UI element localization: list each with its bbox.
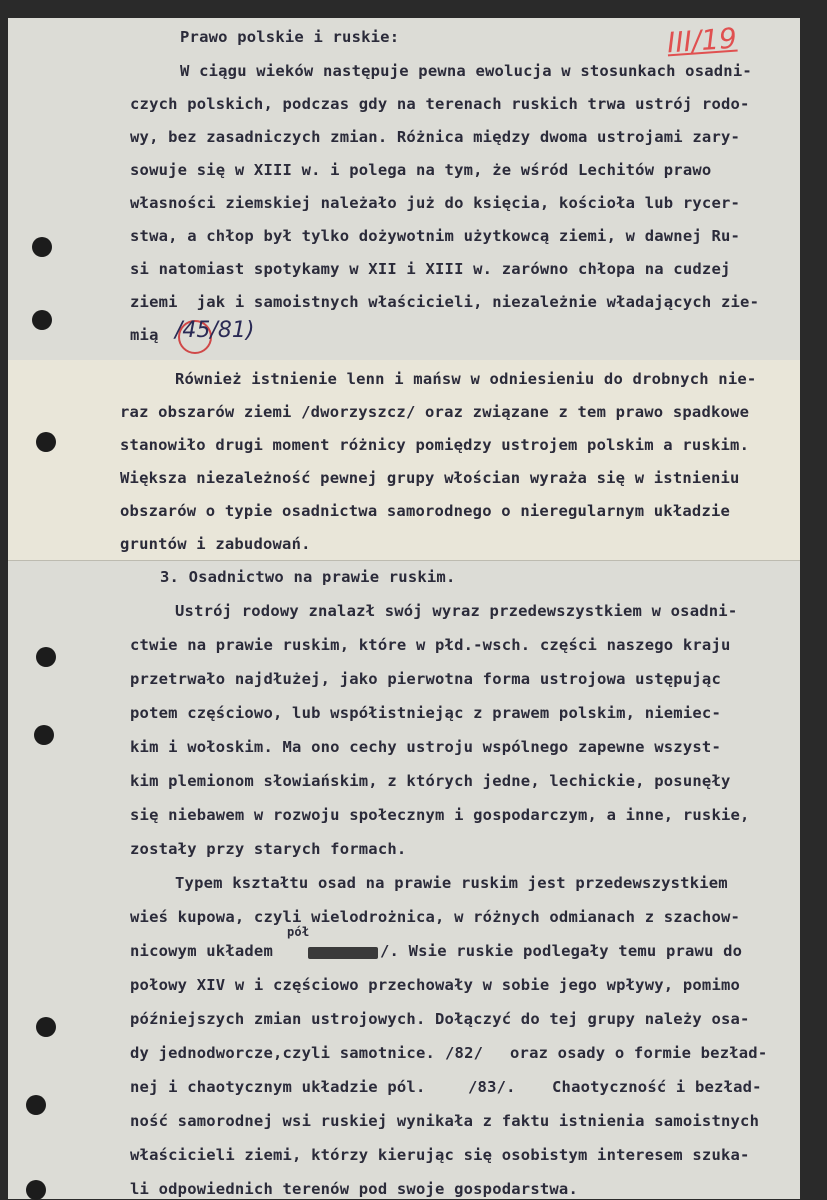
text-line: zostały przy starych formach. [130, 840, 407, 858]
text-line: połowy XIV w i częściowo przechowały w sobie jego wpływy, pomimo [130, 976, 741, 994]
text-line: przetrwało najdłużej, jako pierwotna forma ustrojowa ustępując [130, 670, 721, 688]
superscript-note: pół [287, 925, 310, 939]
text-line: ność samorodnej wsi ruskiej wynikała z faktu istnienia samoistnych [130, 1112, 760, 1130]
text-line: oraz osady o formie bezład- [510, 1044, 768, 1062]
text-line: kim plemionom słowiańskim, z których jedne, lechickie, posunęły [130, 772, 731, 790]
punch-hole [26, 1180, 46, 1200]
text-line: nej i chaotycznym układzie pól. [130, 1078, 426, 1096]
text-line: nicowym układem [130, 942, 273, 960]
text-line: stwa, a chłop był tylko dożywotnim użytkowcą ziemi, w dawnej Ru- [130, 227, 741, 245]
section-heading: 3. Osadnictwo na prawie ruskim. [160, 568, 456, 586]
text-line: Również istnienie lenn i mańsw w odniesieniu do drobnych nie- [175, 370, 757, 388]
text-line: dy jednodworcze,czyli samotnice. [130, 1044, 436, 1062]
text-line: Chaotyczność i bezład- [552, 1078, 762, 1096]
text-line: potem częściowo, lub współistniejąc z prawem polskim, niemiec- [130, 704, 721, 722]
text-line: czych polskich, podczas gdy na terenach ruskich trwa ustrój rodo- [130, 95, 750, 113]
text-line: ziemi jak i samoistnych właścicieli, niezależnie władających zie- [130, 293, 760, 311]
footnote-mark: /82/ [445, 1044, 484, 1062]
archive-stamp: III/19 [665, 21, 738, 60]
text-line: stanowiło drugi moment różnicy pomiędzy ustrojem polskim a ruskim. [120, 436, 750, 454]
text-line: sowuje się w XIII w. i polega na tym, że wśród Lechitów prawo [130, 161, 712, 179]
text-line: mią [130, 326, 159, 344]
text-line: Prawo polskie i ruskie: [180, 28, 400, 46]
text-line: /. Wsie ruskie podlegały temu prawu do [380, 942, 743, 960]
text-line: obszarów o typie osadnictwa samorodnego o nieregularnym układzie [120, 502, 731, 520]
text-line: Ustrój rodowy znalazł swój wyraz przedewszystkiem w osadni- [175, 602, 738, 620]
text-line: wieś kupowa, czyli wielodrożnica, w różnych odmianach z szachow- [130, 908, 741, 926]
text-line: raz obszarów ziemi /dworzyszcz/ oraz związane z tem prawo spadkowe [120, 403, 750, 421]
text-line: gruntów i zabudowań. [120, 535, 311, 553]
punch-hole [34, 725, 54, 745]
text-line: Typem kształtu osad na prawie ruskim jest przedewszystkiem [175, 874, 728, 892]
text-line: kim i wołoskim. Ma ono cechy ustroju wspólnego zapewne wszyst- [130, 738, 721, 756]
pasted-slip [8, 360, 800, 560]
punch-hole [36, 1017, 56, 1037]
text-line: się niebawem w rozwoju społecznym i gospodarczym, a inne, ruskie, [130, 806, 750, 824]
punch-hole [36, 432, 56, 452]
text-line: li odpowiednich terenów pod swoje gospodarstwa. [130, 1180, 578, 1198]
footnote-annotation: /45/81) [175, 318, 255, 343]
text-line: późniejszych zmian ustrojowych. Dołączyć do tej grupy należy osa- [130, 1010, 750, 1028]
text-line: Większa niezależność pewnej grupy włościan wyraża się w istnieniu [120, 469, 740, 487]
punch-hole [36, 647, 56, 667]
footnote-mark: /83/. [468, 1078, 516, 1096]
punch-hole [32, 310, 52, 330]
text-line: ctwie na prawie ruskim, które w płd.-wsch. części naszego kraju [130, 636, 731, 654]
punch-hole [32, 237, 52, 257]
text-line: własności ziemskiej należało już do księcia, kościoła lub rycer- [130, 194, 741, 212]
punch-hole [26, 1095, 46, 1115]
text-line: wy, bez zasadniczych zmian. Różnica między dwoma ustrojami zary- [130, 128, 741, 146]
redaction-bar [308, 947, 378, 959]
text-line: si natomiast spotykamy w XII i XIII w. zarówno chłopa na cudzej [130, 260, 731, 278]
text-line: właścicieli ziemi, którzy kierując się osobistym interesem szuka- [130, 1146, 750, 1164]
text-line: W ciągu wieków następuje pewna ewolucja w stosunkach osadni- [180, 62, 752, 80]
